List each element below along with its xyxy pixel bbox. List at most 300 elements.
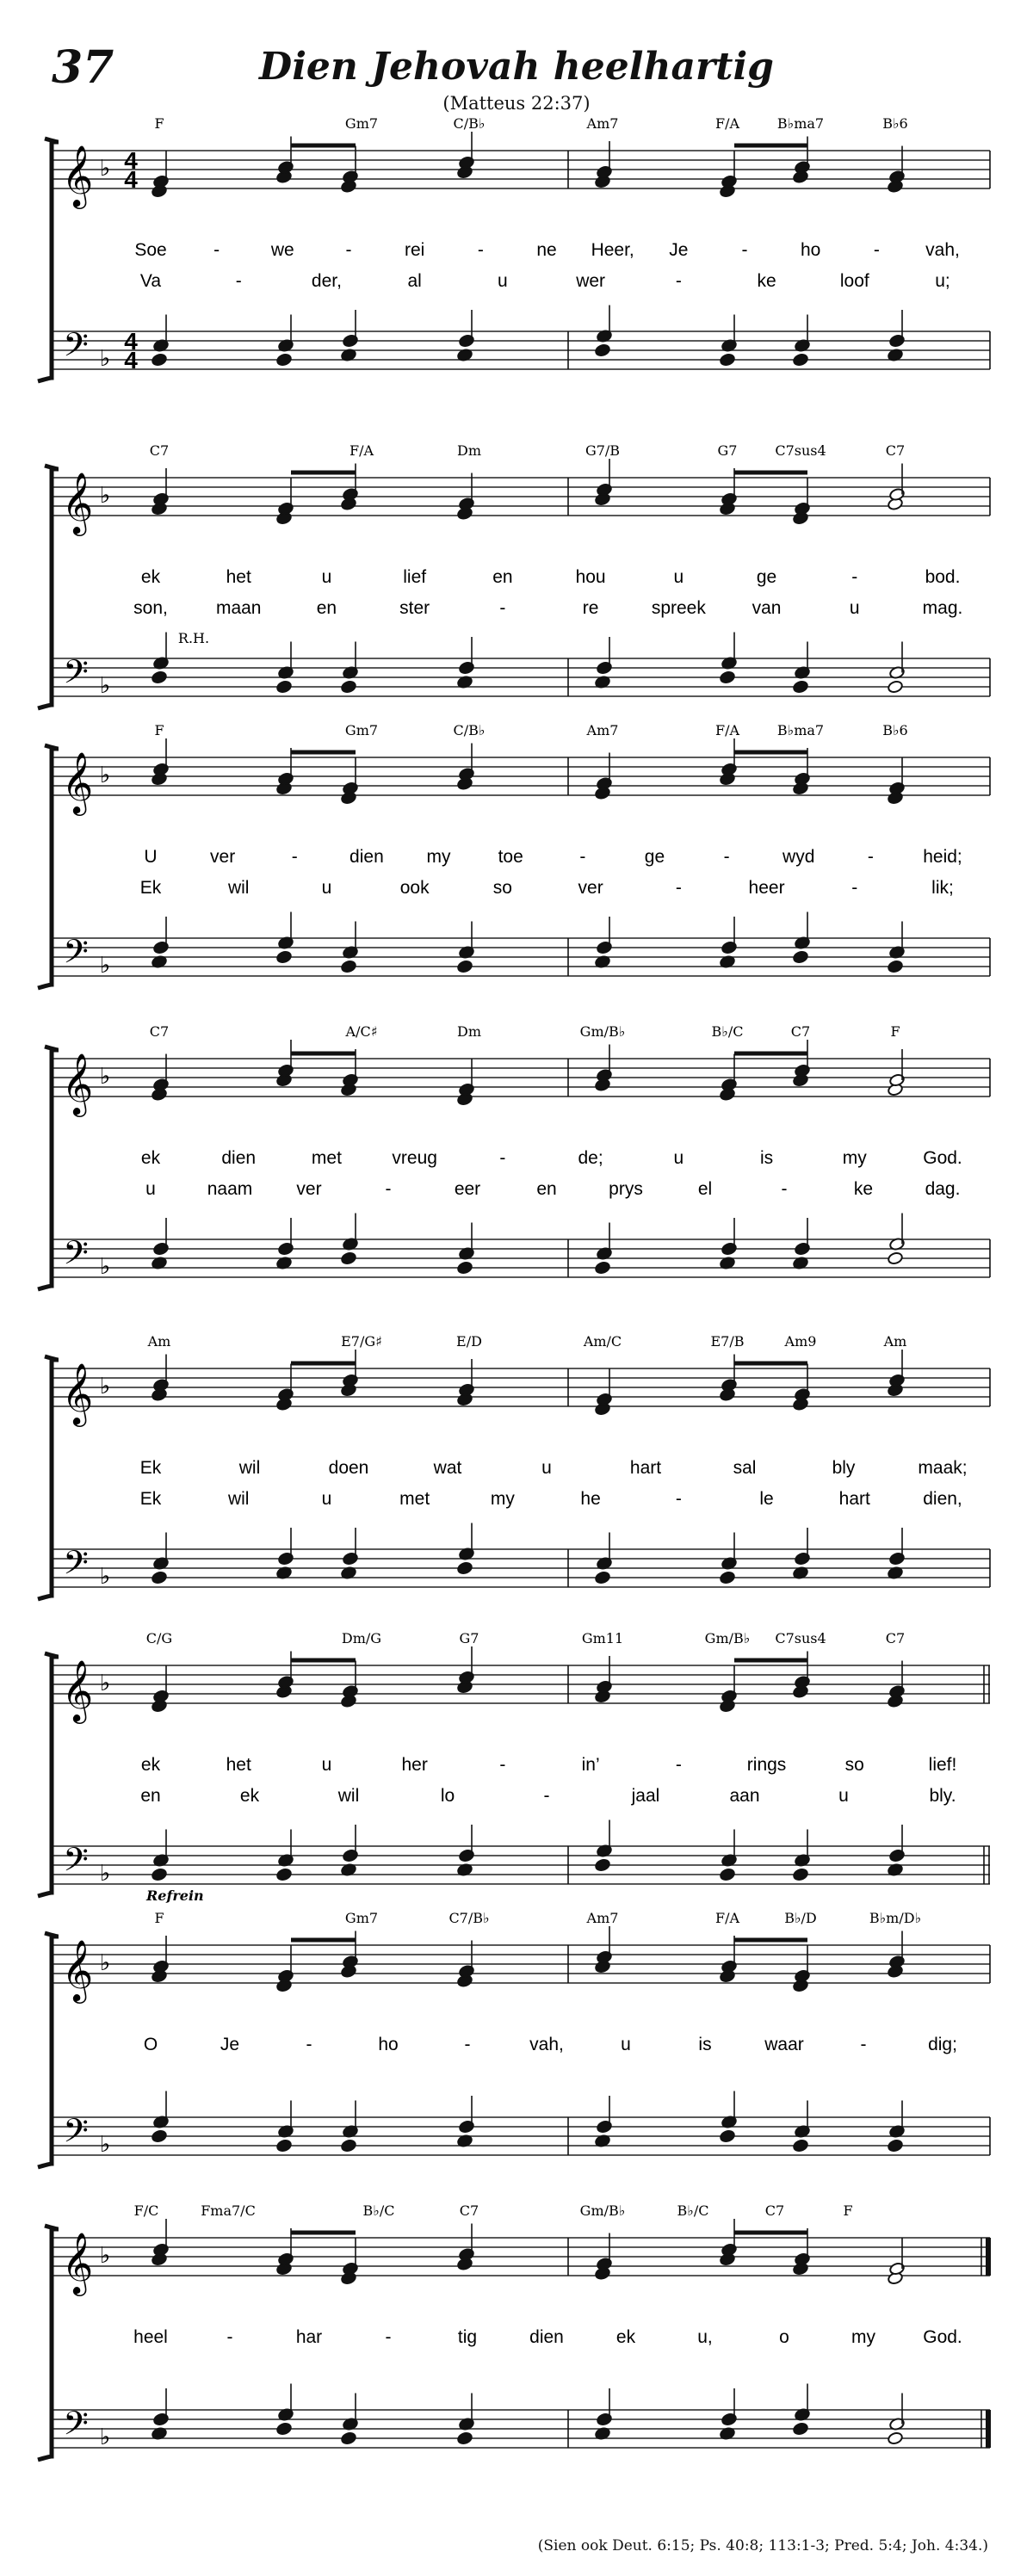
lyric-hyphen: - (675, 1489, 682, 1509)
lyric-hyphen: - (477, 240, 484, 260)
chord-symbol: G7/B (585, 442, 621, 459)
bass-note (457, 1561, 473, 1575)
footnote-references: (Sien ook Deut. 6:15; Ps. 40:8; 113:1-3; Pred. 5:4; Joh. 4:34.) (537, 2537, 988, 2554)
lyric-syllable: en (536, 1179, 557, 1199)
lyric-hyphen: - (851, 878, 858, 898)
lyric-syllable: U (144, 847, 158, 867)
treble-clef-icon: 𝄞 (61, 1054, 94, 1114)
bass-note (888, 680, 904, 694)
lyric-syllable: het (226, 567, 251, 587)
lyric-syllable: dien (529, 2327, 564, 2347)
bass-note (595, 1571, 611, 1585)
lyric-syllable: tig (457, 2327, 478, 2347)
bass-note (276, 2422, 293, 2436)
chord-symbol: Am7 (586, 115, 619, 132)
lyric-syllable: ver (210, 847, 236, 867)
lyric-syllable: u (673, 567, 684, 587)
treble-clef-icon: 𝄞 (61, 1941, 94, 2000)
chord-symbol: B♭ma7 (776, 115, 825, 132)
lyric-syllable: Je (669, 240, 689, 260)
lyric-syllable: ek (140, 1148, 161, 1168)
lyric-syllable: eer (454, 1179, 481, 1199)
lyric-syllable: loof (839, 271, 869, 291)
lyric-syllable: vah, (529, 2035, 564, 2054)
bass-staff (52, 1239, 990, 1277)
lyric-syllable: heer (748, 878, 785, 898)
lyric-hyphen: - (867, 847, 874, 867)
lyric-hyphen: - (464, 2035, 471, 2054)
bass-note (152, 670, 168, 684)
flat-key-signature-icon: ♭ (99, 672, 111, 698)
lyric-syllable: ver (296, 1179, 322, 1199)
lyric-hyphen: - (306, 2035, 312, 2054)
chord-symbol: Gm/B♭ (704, 1630, 751, 1646)
chord-symbol: Gm7 (344, 115, 379, 132)
chord-symbol: G7 (459, 1630, 479, 1646)
lyric-syllable: u (145, 1179, 156, 1199)
lyric-hyphen: - (345, 240, 352, 260)
chord-symbol: E/D (456, 1333, 482, 1350)
lyric-syllable: Heer, (591, 240, 634, 260)
chord-symbol: E7/G♯ (341, 1333, 382, 1350)
lyric-hyphen: - (235, 271, 242, 291)
lyric-syllable: ge (644, 847, 665, 867)
lyric-syllable: rings (746, 1755, 787, 1775)
lyric-syllable: so (844, 1755, 864, 1775)
treble-clef-icon: 𝄞 (61, 146, 94, 206)
bass-staff (52, 2410, 990, 2448)
chord-symbol: Am7 (586, 722, 619, 738)
lyric-syllable: u (321, 878, 332, 898)
bass-staff (52, 938, 990, 976)
chord-symbol: Am (883, 1333, 907, 1350)
lyric-syllable: wer (576, 271, 606, 291)
chord-symbol: Gm7 (344, 722, 379, 738)
lyric-syllable: maan (215, 598, 262, 618)
lyric-syllable: lief (403, 567, 427, 587)
treble-staff (52, 757, 990, 795)
lyric-syllable: ster (399, 598, 430, 618)
chord-symbol: B♭/D (784, 1910, 817, 1926)
bass-note (152, 1571, 168, 1585)
treble-clef-icon: 𝄞 (61, 1661, 94, 1720)
chord-symbol: Fma7/C (201, 2202, 256, 2219)
bass-staff (52, 331, 990, 369)
chord-symbol: G7 (717, 442, 738, 459)
lyric-syllable: ge (756, 567, 777, 587)
bass-note (276, 2139, 293, 2153)
refrain-label: Refrein (146, 1887, 204, 1904)
chord-symbol: Am7 (586, 1910, 619, 1926)
lyric-syllable: O (143, 2035, 158, 2054)
flat-key-signature-icon: ♭ (99, 1063, 111, 1089)
lyric-syllable: wil (227, 1489, 250, 1509)
chord-symbol: B♭ma7 (776, 722, 825, 738)
lyric-syllable: heid; (923, 847, 962, 867)
lyric-syllable: en (492, 567, 513, 587)
bass-note (793, 353, 809, 367)
bass-note (888, 2139, 904, 2153)
bass-note (341, 960, 357, 973)
bass-clef-icon: 𝄢 (63, 2405, 89, 2449)
chord-symbol: A/C♯ (345, 1023, 378, 1040)
lyric-syllable: har (295, 2327, 323, 2347)
chord-symbol: C7 (790, 1023, 811, 1040)
lyric-hyphen: - (860, 2035, 867, 2054)
lyric-syllable: u (498, 271, 508, 291)
bass-note (152, 353, 168, 367)
chord-symbol: C7 (459, 2202, 479, 2219)
bass-clef-icon: 𝄢 (63, 326, 89, 371)
lyric-hyphen: - (499, 1148, 506, 1168)
lyric-syllable: toe (498, 847, 523, 867)
chord-symbol: B♭6 (882, 115, 908, 132)
bass-note (457, 1261, 473, 1275)
system-bracket (38, 1933, 59, 2167)
chord-symbol: Gm11 (581, 1630, 624, 1646)
lyric-syllable: vah, (925, 240, 960, 260)
chord-symbol: Am/C (583, 1333, 622, 1350)
bass-staff (52, 1846, 990, 1884)
lyric-hyphen: - (851, 567, 858, 587)
lyric-hyphen: - (781, 1179, 788, 1199)
lyric-syllable: dig; (928, 2035, 957, 2054)
chord-symbol: B♭/C (677, 2202, 709, 2219)
treble-staff (52, 151, 990, 188)
lyric-syllable: hou (575, 567, 606, 587)
lyric-syllable: der, (311, 271, 342, 291)
bass-note (152, 2129, 168, 2143)
chord-symbol: F/A (714, 115, 740, 132)
flat-key-signature-icon: ♭ (99, 1949, 111, 1975)
bass-clef-icon: 𝄢 (63, 1544, 89, 1589)
chord-symbol: Dm (457, 442, 481, 459)
flat-key-signature-icon: ♭ (99, 2131, 111, 2157)
chord-symbol: C/B♭ (453, 115, 486, 132)
lyric-syllable: Ek (139, 1458, 162, 1478)
lyric-syllable: in’ (581, 1755, 600, 1775)
lyric-syllable: my (490, 1489, 515, 1509)
bass-clef-icon: 𝄢 (63, 1234, 89, 1279)
lyric-syllable: doen (328, 1458, 369, 1478)
lyric-hyphen: - (579, 847, 586, 867)
chord-symbol: F (154, 722, 164, 738)
treble-staff (52, 1368, 990, 1406)
bass-note (720, 2129, 736, 2143)
chord-symbol: E7/B (710, 1333, 745, 1350)
chord-symbol: Gm/B♭ (579, 2202, 626, 2219)
chord-symbol: B♭6 (882, 722, 908, 738)
lyric-syllable: my (851, 2327, 875, 2347)
flat-key-signature-icon: ♭ (99, 345, 111, 371)
lyric-syllable: dien, (923, 1489, 962, 1509)
lyric-syllable: u (321, 1489, 332, 1509)
lyric-hyphen: - (723, 847, 730, 867)
flat-key-signature-icon: ♭ (99, 1860, 111, 1886)
lyric-syllable: ne (536, 240, 557, 260)
bass-note (276, 680, 293, 694)
lyric-syllable: al (407, 271, 422, 291)
bass-note (341, 2139, 357, 2153)
chord-symbol: C7 (149, 442, 170, 459)
song-title: Dien Jehovah heelhartig (259, 45, 774, 89)
chord-symbol: Gm/B♭ (579, 1023, 626, 1040)
lyric-syllable: son, (133, 598, 168, 618)
bass-staff (52, 2117, 990, 2155)
chord-symbol: F (843, 2202, 853, 2219)
bass-note (720, 353, 736, 367)
bass-staff (52, 1549, 990, 1587)
bass-clef-icon: 𝄢 (63, 1841, 89, 1886)
lyric-syllable: en (316, 598, 337, 618)
system-bracket (38, 2226, 59, 2460)
chord-symbol: F/A (714, 1910, 740, 1926)
chord-symbol: C/G (145, 1630, 173, 1646)
lyric-hyphen: - (543, 1786, 550, 1806)
lyric-syllable: le (759, 1489, 774, 1509)
lyric-hyphen: - (741, 240, 748, 260)
right-hand-label: R.H. (177, 630, 210, 646)
lyric-syllable: u (321, 1755, 332, 1775)
system-bracket (38, 745, 59, 988)
lyric-syllable: el (697, 1179, 713, 1199)
bass-note (888, 960, 904, 973)
bass-clef-icon: 𝄢 (63, 933, 89, 978)
lyric-syllable: spreek (651, 598, 706, 618)
lyric-syllable: wil (337, 1786, 360, 1806)
treble-staff (52, 478, 990, 516)
chord-symbol: C7 (885, 442, 906, 459)
flat-key-signature-icon: ♭ (99, 2424, 111, 2449)
lyric-syllable: en (140, 1786, 161, 1806)
lyric-syllable: ek (140, 567, 161, 587)
lyric-syllable: naam (207, 1179, 253, 1199)
lyric-hyphen: - (291, 847, 298, 867)
system-bracket (38, 1653, 59, 1896)
bass-note (341, 680, 357, 694)
lyric-syllable: dag. (925, 1179, 961, 1199)
system-bracket (38, 1356, 59, 1599)
lyric-syllable: u (321, 567, 332, 587)
lyric-hyphen: - (675, 1755, 682, 1775)
bass-clef-icon: 𝄢 (63, 653, 89, 698)
chord-symbol: F (154, 1910, 164, 1926)
lyric-syllable: aan (729, 1786, 760, 1806)
chord-symbol: B♭/C (711, 1023, 744, 1040)
lyric-syllable: lief! (928, 1755, 957, 1775)
bass-note (793, 680, 809, 694)
lyric-hyphen: - (499, 598, 506, 618)
lyric-syllable: dien (349, 847, 384, 867)
lyric-hyphen: - (385, 1179, 392, 1199)
lyric-syllable: vreug (392, 1148, 437, 1168)
lyric-syllable: God. (923, 1148, 962, 1168)
treble-staff (52, 2238, 990, 2276)
flat-key-signature-icon: ♭ (99, 482, 111, 508)
chord-symbol: Am9 (784, 1333, 817, 1350)
lyric-syllable: u (849, 598, 860, 618)
flat-key-signature-icon: ♭ (99, 1670, 111, 1696)
lyric-syllable: jaal (631, 1786, 660, 1806)
lyric-syllable: ver (578, 878, 603, 898)
lyric-syllable: God. (923, 2327, 962, 2347)
treble-clef-icon: 𝄞 (61, 1364, 94, 1424)
lyric-syllable: de; (578, 1148, 603, 1168)
lyric-syllable: waar (764, 2035, 804, 2054)
lyric-syllable: ook (399, 878, 430, 898)
lyric-syllable: u, (697, 2327, 713, 2347)
lyric-syllable: sal (733, 1458, 757, 1478)
chord-symbol: C7sus4 (775, 442, 826, 459)
lyric-syllable: met (399, 1489, 430, 1509)
flat-key-signature-icon: ♭ (99, 1253, 111, 1279)
lyric-syllable: my (842, 1148, 867, 1168)
lyric-syllable: hart (838, 1489, 870, 1509)
lyric-syllable: u; (935, 271, 950, 291)
lyric-syllable: hart (629, 1458, 662, 1478)
bass-note (793, 950, 809, 964)
lyric-syllable: is (759, 1148, 774, 1168)
chord-symbol: Gm7 (344, 1910, 379, 1926)
bass-note (793, 2422, 809, 2436)
chord-symbol: B♭/C (362, 2202, 395, 2219)
lyric-hyphen: - (385, 2327, 392, 2347)
flat-key-signature-icon: ♭ (99, 2242, 111, 2268)
lyric-syllable: het (226, 1755, 251, 1775)
lyric-syllable: u (838, 1786, 849, 1806)
lyric-syllable: met (311, 1148, 342, 1168)
chord-symbol: C7sus4 (775, 1630, 826, 1646)
flat-key-signature-icon: ♭ (99, 762, 111, 788)
treble-staff (52, 1665, 990, 1703)
treble-staff (52, 1945, 990, 1983)
lyric-syllable: lik; (931, 878, 954, 898)
bass-note (276, 353, 293, 367)
lyric-syllable: bod. (925, 567, 961, 587)
chord-symbol: F/A (349, 442, 374, 459)
bass-note (341, 1251, 357, 1265)
lyric-syllable: Soe (134, 240, 167, 260)
lyric-syllable: Va (139, 271, 162, 291)
lyric-hyphen: - (675, 271, 682, 291)
lyric-syllable: bly. (929, 1786, 956, 1806)
lyric-syllable: wil (238, 1458, 261, 1478)
lyric-syllable: wyd (782, 847, 815, 867)
lyric-syllable: prys (609, 1179, 643, 1199)
system-bracket (38, 139, 59, 381)
lyric-syllable: my (426, 847, 451, 867)
bass-note (595, 343, 611, 357)
lyric-syllable: her (401, 1755, 428, 1775)
lyric-syllable: ho (378, 2035, 399, 2054)
lyric-syllable: dien (221, 1148, 257, 1168)
bass-note (457, 960, 473, 973)
bass-note (793, 1868, 809, 1881)
lyric-syllable: heel (133, 2327, 168, 2347)
lyric-syllable: wat (433, 1458, 462, 1478)
chord-symbol: F/A (714, 722, 740, 738)
bass-note (595, 1261, 611, 1275)
bass-note (793, 2139, 809, 2153)
lyric-syllable: o (779, 2327, 789, 2347)
bass-note (888, 1251, 904, 1265)
lyric-syllable: bly (832, 1458, 856, 1478)
lyric-syllable: ho (800, 240, 821, 260)
flat-key-signature-icon: ♭ (99, 155, 111, 181)
lyric-hyphen: - (213, 240, 220, 260)
time-signature-bottom: 4 (124, 166, 138, 193)
bass-staff (52, 658, 990, 696)
treble-clef-icon: 𝄞 (61, 2233, 94, 2293)
chord-symbol: C/B♭ (453, 722, 486, 738)
flat-key-signature-icon: ♭ (99, 1563, 111, 1589)
lyric-syllable: ek (140, 1755, 161, 1775)
chord-symbol: F (154, 115, 164, 132)
lyric-syllable: mag. (922, 598, 963, 618)
lyric-syllable: he (580, 1489, 601, 1509)
system-bracket (38, 466, 59, 708)
chord-symbol: B♭m/D♭ (869, 1910, 922, 1926)
chord-symbol: C7 (885, 1630, 906, 1646)
lyric-syllable: Ek (139, 878, 162, 898)
lyric-hyphen: - (873, 240, 880, 260)
lyric-syllable: ke (853, 1179, 874, 1199)
lyric-syllable: maak; (918, 1458, 968, 1478)
lyric-syllable: u (673, 1148, 684, 1168)
lyric-syllable: van (752, 598, 782, 618)
lyric-syllable: ek (615, 2327, 636, 2347)
chord-symbol: Dm/G (341, 1630, 382, 1646)
bass-note (457, 2431, 473, 2445)
bass-note (595, 1858, 611, 1872)
treble-clef-icon: 𝄞 (61, 473, 94, 533)
bass-note (341, 2431, 357, 2445)
song-number: 37 (52, 41, 114, 94)
time-signature-top: 4 (124, 147, 138, 174)
lyric-syllable: wil (227, 878, 250, 898)
chord-symbol: C7/B♭ (448, 1910, 490, 1926)
lyric-syllable: we (270, 240, 294, 260)
lyric-hyphen: - (226, 2327, 233, 2347)
time-signature-bottom: 4 (124, 347, 138, 374)
lyric-syllable: rei (404, 240, 425, 260)
chord-symbol: F (890, 1023, 900, 1040)
flat-key-signature-icon: ♭ (99, 1373, 111, 1399)
system-bracket (38, 1047, 59, 1289)
lyric-syllable: ke (757, 271, 776, 291)
lyric-hyphen: - (675, 878, 682, 898)
lyric-syllable: Je (220, 2035, 240, 2054)
lyric-syllable: u (621, 2035, 631, 2054)
lyric-hyphen: - (499, 1755, 506, 1775)
chord-symbol: F/C (133, 2202, 159, 2219)
bass-note (888, 2431, 904, 2445)
bass-note (720, 1571, 736, 1585)
lyric-syllable: so (492, 878, 512, 898)
chord-symbol: Dm (457, 1023, 481, 1040)
chord-symbol: C7 (764, 2202, 785, 2219)
chord-symbol: Am (147, 1333, 171, 1350)
lyric-syllable: re (582, 598, 599, 618)
bass-note (720, 1868, 736, 1881)
treble-staff (52, 1059, 990, 1096)
chord-symbol: C7 (149, 1023, 170, 1040)
bass-note (720, 670, 736, 684)
lyric-syllable: is (698, 2035, 712, 2054)
bass-note (276, 1868, 293, 1881)
bass-note (152, 1868, 168, 1881)
flat-key-signature-icon: ♭ (99, 952, 111, 978)
